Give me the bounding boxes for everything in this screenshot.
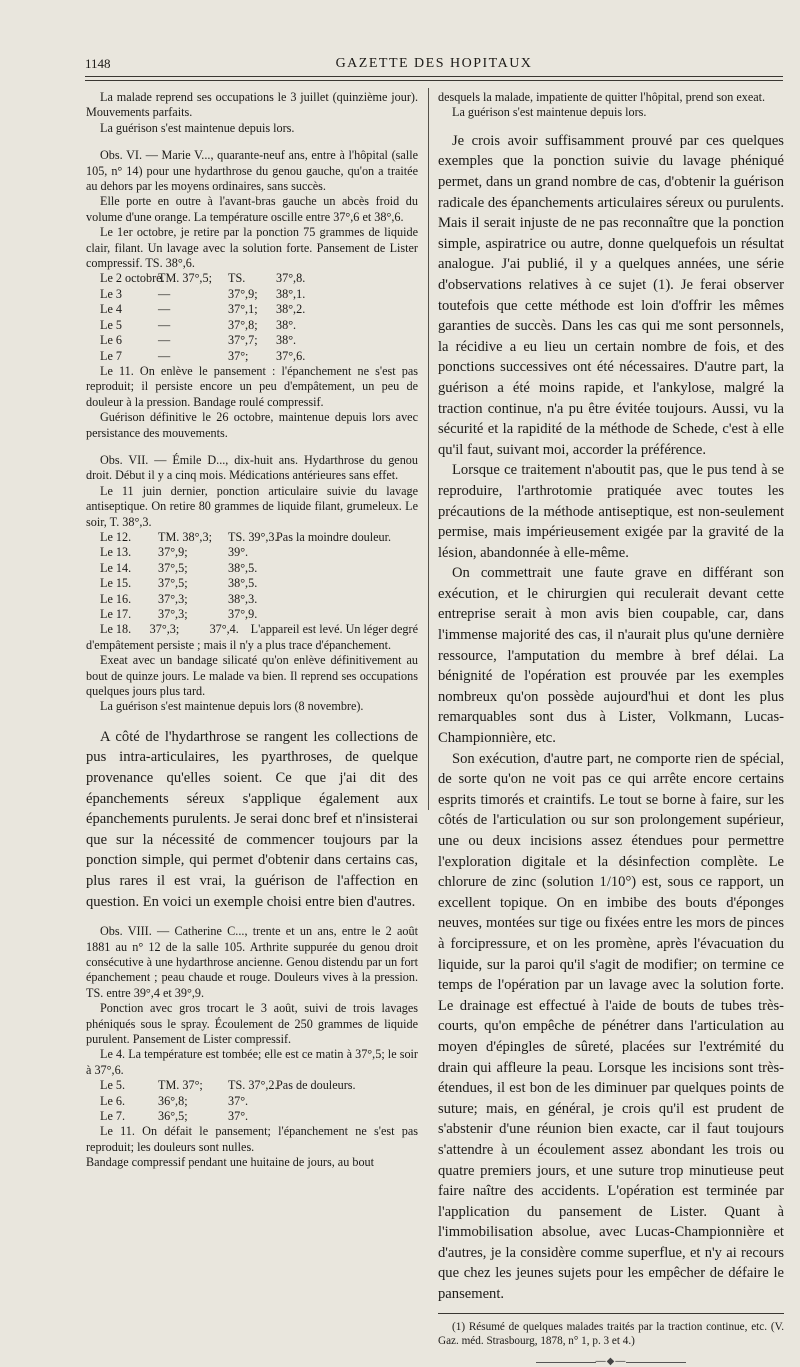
table-row: Le 12. TM. 38°,3; TS. 39°,3. Pas la moindre douleur. [100, 529, 392, 544]
header-rule [85, 76, 783, 77]
paragraph: La guérison s'est maintenue depuis lors (8 novembre). [100, 699, 364, 714]
paragraph: Le 11. On enlève le pansement : l'épanchement ne s'est pas reproduit; il persiste encore un peu d'empâtement, un peu de douleur à la pression. Bandage roulé compressif. [86, 363, 418, 409]
observation-6-intro: Obs. VI. — Marie V..., quarante-neuf ans, entre à l'hôpital (salle 105, n° 14) pour une hydarthrose du genou gauche, qu'on a traitée au dehors par les moyens ordinaires, sans succès. [86, 148, 418, 194]
paragraph: Le 11. On défait le pansement; l'épanchement ne s'est pas reproduit; les douleurs sont nulles. [86, 1124, 418, 1154]
ornament-divider: —◆— [438, 1356, 784, 1367]
main-paragraph: Je crois avoir suffisamment prouvé par ces quelques exemples que la ponction suivie du lavage phéniqué permet, dans un grand nombre de cas, d'obtenir la guérison radicale des épanchements articulaires séreux ou purulents. Mais il serait injuste de ne pas reconnaître que la ponction simple, aspiratrice ou autre, donne quelquefois un résultat analogue. J'ai publié, il y a quelques années, une série d'observations relatives à ce sujet (1). Je ferai observer toutefois que cette méthode est loin d'offrir les mêmes garanties de succès. Dans les cas qui me sont personnels, la récidive a eu lieu un certain nombre de fois, et des ponctions successives ont été nécessaires. D'autre part, la guérison a été moins rapide, et l'ankylose, malgré la traction continue, n'a pu être évitée toujours. Aussi, vu la sécurité et la rapidité de la méthode de Schede, c'est à elle qu'il faut, suivant moi, accorder la préférence. [438, 132, 784, 458]
header-rule-thin [85, 80, 783, 81]
table-row: Le 6. 36°,8; 37°. [100, 1093, 249, 1108]
page-header [85, 56, 783, 74]
paragraph: desquels la malade, impatiente de quitter l'hôpital, prend son exeat. [438, 90, 766, 104]
temperature-table-obs8 [86, 1078, 418, 1124]
footnote: (1) Résumé de quelques malades traités par la traction continue, etc. (V. Gaz. méd. Strasbourg, 1878, n° 1, p. 3 et 4.) [438, 1320, 784, 1348]
paragraph: Elle porte en outre à l'avant-bras gauche un abcès froid du volume d'une orange. La température oscille entre 37°,6 et 38°,6. [86, 194, 418, 224]
temperature-table-obs6 [86, 271, 418, 363]
observation-8-intro: Obs. VIII. — Catherine C..., trente et un ans, entre le 2 août 1881 au n° 12 de la salle 105. Arthrite suppurée du genou droit consécutive à une hydarthrose ancienne. Genou distendu par un fort épanchement ; peau chaude et rouge. Douleurs vives à la pression. TS. entre 39°,4 et 39°,9. [86, 924, 418, 1000]
table-row: Le 2 octobre. TM. 37°,5; TS. 37°,8. [100, 271, 306, 286]
table-row: Le 3 — 37°,9; 38°,1. [100, 286, 306, 301]
paragraph: Guérison définitive le 26 octobre, maintenue depuis lors avec persistance des mouvements. [86, 410, 418, 440]
paragraph: La guérison s'est maintenue depuis lors. [100, 120, 295, 135]
table-row: Le 18. 37°,3; 37°,4. L'appareil est levé. Un léger degré [100, 622, 418, 637]
journal-title: GAZETTE DES HOPITAUX [335, 56, 533, 71]
paragraph: Ponction avec gros trocart le 3 août, suivi de trois lavages phéniqués sous le spray. Écoulement de 250 grammes de liquide purulent. Pansement de Lister compressif. [86, 1001, 418, 1047]
paragraph: La guérison s'est maintenue depuis lors. [452, 105, 647, 120]
table-row: Le 15. 37°,5; 38°,5. [100, 576, 258, 591]
left-column [86, 90, 418, 1171]
table-row: Le 16. 37°,3; 38°,3. [100, 591, 258, 606]
right-column [438, 90, 784, 1367]
observation-7-intro: Obs. VII. — Émile D..., dix-huit ans. Hydarthrose du genou droit. Début il y a cinq mois. Médications antérieures sans effet. [86, 452, 418, 483]
table-row: Le 14. 37°,5; 38°,5. [100, 560, 258, 575]
page-number: 1148 [85, 56, 111, 71]
footnote-rule [438, 1313, 784, 1314]
paragraph: Exeat avec un bandage silicaté qu'on enlève définitivement au bout de quinze jours. Le malade va bien. Il reprend ses occupations quelques jours plus tard. [86, 653, 418, 699]
paragraph: La malade reprend ses occupations le 3 juillet (quinzième jour). Mouvements parfaits. [86, 90, 418, 120]
main-paragraph: A côté de l'hydarthrose se rangent les collections de pus intra-articulaires, les pyarthroses, de quelque provenance qu'elles soient. Ce que j'ai dit des épanchements séreux s'applique également aux épanchements purulents. Je serai donc bref et n'insisterai que sur la nécessité de commencer toujours par la ponction simple, qui permet d'obtenir dans certains cas, plus rares il est vrai, la guérison de l'affection en question. En voici un exemple choisi entre bien d'autres. [86, 728, 418, 910]
table-row: Le 5 — 37°,8; 38°. [100, 317, 297, 332]
column-divider [428, 88, 429, 810]
main-paragraph: Lorsque ce traitement n'aboutit pas, que le pus tend à se reproduire, l'arthrotomie pratiquée avec toutes les précautions de la méthode antiseptique, est non-seulement permise, mais impérieusement exigée par la gravité de la lésion, abandonnée à elle-même. [438, 462, 784, 561]
table-row: Le 6 — 37°,7; 38°. [100, 333, 297, 348]
main-paragraph: Son exécution, d'autre part, ne comporte rien de spécial, de sorte qu'on ne voit pas ce qui arrête encore certains esprits timorés et craintifs. Le tout se borne à faire, sur les côtés de l'articulation ou sur son prolongement supérieur, une ou deux incisions assez étendues pour permettre l'exploration digitale et la désinfection complète. Le chlorure de zinc (solution 1/10°) est, sous ce rapport, un excellent topique. On en imbibe des bouts d'éponges neuves, montées sur tige ou fixées entre les mors de pinces à forcipressure, et on les promène, après l'évacuation du liquide, sur la paroi qu'il s'agit de modifier; on termine ce temps de l'opération par un lavage avec la solution forte. Le drainage est effectué à l'aide de bouts de tubes très-courts, qu'on empêche de pénétrer dans l'articulation au moyen d'épingles de sûreté, placées sur l'extrémité du drain qui affleure la peau. Lorsque les incisions sont très-étendues, il est bon de les diminuer par quelques points de suture; mais, en général, je crois qu'il est prudent de s'abstenir d'une réunion bien exacte, car il faut toujours s'attendre à un écoulement assez abondant les trois ou quatre premiers jours, et une suture trop minutieuse peut faire naître des accidents. L'opération est terminée par l'application du pansement de Lister. Quant à l'immobilisation absolue, avec Lucas-Championnière et d'autres, je la considère comme superflue, et n'y ai recours que chez les jeunes sujets pour les empêcher de défaire le pansement. [438, 750, 784, 1303]
table-row: Le 7 — 37°; 37°,6. [100, 348, 306, 363]
temperature-table-obs7 [86, 530, 418, 638]
paragraph: Le 1er octobre, je retire par la ponction 75 grammes de liquide clair, filant. Un lavage avec la solution forte. Pansement de Lister compressif. TS. 38°,6. [86, 225, 418, 271]
paragraph: Le 11 juin dernier, ponction articulaire suivie du lavage antiseptique. On retire 80 grammes de liquide filant, grumeleux. Le soir, T. 38°,3. [86, 483, 418, 529]
paragraph: Le 4. La température est tombée; elle est ce matin à 37°,5; le soir à 37°,6. [86, 1047, 418, 1077]
table-row: Le 5. TM. 37°; TS. 37°,2. Pas de douleurs. [100, 1078, 356, 1093]
table-row: Le 13. 37°,9; 39°. [100, 545, 249, 560]
table-row: Le 7. 36°,5; 37°. [100, 1109, 249, 1124]
main-paragraph: On commettrait une faute grave en différant son exécution, et le chirurgien qui reculerait devant cette entreprise serait à mon avis bien coupable, car, dans l'immense majorité des cas, il n'aurait plus qu'une dernière ressource, l'amputation du membre à bref délai. La bénignité de l'opération est prouvée par les exemples nombreux qu'on possède aujourd'hui et dont les plus remarquables sont dus à Lister, Volkmann, Lucas-Championnière, etc. [438, 565, 784, 747]
table-row: Le 4 — 37°,1; 38°,2. [100, 302, 306, 317]
table-row: Le 17. 37°,3; 37°,9. [100, 607, 258, 621]
paragraph: Bandage compressif pendant une huitaine de jours, au bout [86, 1155, 375, 1170]
paragraph: d'empâtement persiste ; mais il n'y a plus trace d'épanchement. [86, 637, 392, 652]
